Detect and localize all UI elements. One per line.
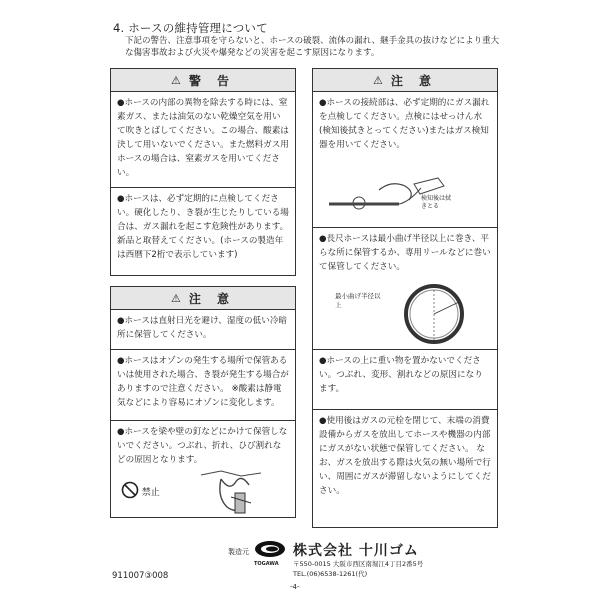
warning-header-label: 警 告 <box>188 73 236 88</box>
caution-item <box>313 227 497 349</box>
coiled-hose-illustration <box>401 282 467 346</box>
caution-right-text-3: ●ホースの上に重い物を置かないでください。つぶれ、変形、割れなどの原因になります。 <box>319 356 483 394</box>
caution-item <box>111 420 295 518</box>
caution-triangle-icon: ⚠ <box>170 291 181 305</box>
hose-hanging-illustration <box>191 467 281 519</box>
caution-header-left-label: 注 意 <box>188 291 236 306</box>
warning-triangle-icon: ⚠ <box>170 73 181 87</box>
fig-label-leak: 検知後は拭きとる <box>421 195 452 210</box>
logo-text: TOGAWA <box>254 561 279 567</box>
warning-text-2: ●ホースは、必ず定期的に点検してください。硬化したり、き裂が生じたりしている場合は、ガス漏れを起こす危険性があります。新品と取替えてください。(ホースの製造年は西暦下2桁で表示しています) <box>117 194 289 260</box>
caution-header-right <box>313 69 497 92</box>
caution-triangle-icon: ⚠ <box>372 73 383 87</box>
caution-box-left <box>110 286 296 518</box>
warning-box <box>110 68 296 276</box>
page-number: -4- <box>290 583 300 591</box>
caution-item <box>313 409 497 528</box>
warning-header <box>111 69 295 92</box>
caution-header-right-label: 注 意 <box>390 73 438 88</box>
caution-right-text-4: ●使用後はガスの元栓を閉じて、末端の消費設備からガスを放出してホースや機器の内部にガスがない状態で保管してください。 なお、ガスを放出する際は火気の無い場所で行い、周囲にガスが滞留しないようにしてください。 <box>319 416 491 496</box>
warning-item <box>111 187 295 276</box>
prohibit-label: 禁止 <box>141 488 160 498</box>
caution-item <box>111 310 295 349</box>
warning-text-1: ●ホースの内部の異物を除去する時には、窒素ガス、または油気のない乾燥空気を用いて吹きとばしてください。この場合、酸素は決して用いないでください。また燃料ガス用ホースの場合は、窒素ガスを用いてください。 <box>117 98 289 178</box>
document-code: 911007③008 <box>112 571 169 581</box>
caution-right-text-1: ●ホースの接続部は、必ず定期的にガス漏れを点検してください。点検にはせっけん水(検知後拭きとってください)またはガス検知器を用いてください。 <box>319 98 490 150</box>
prohibit-icon <box>121 481 139 499</box>
caution-left-text-2: ●ホースはオゾンの発生する場所で保管あるいは使用された場合、き裂が発生する場合がありますので注意ください。 ※酸素は静電気などにより容易にオゾンに変化します。 <box>117 356 289 408</box>
maker-label: 製造元 <box>228 548 249 556</box>
caution-item <box>313 349 497 409</box>
warning-item <box>111 92 295 187</box>
intro-text: 下記の警告、注意事項を守らないと、ホースの破裂、流体の漏れ、継手金具の抜けなどにより重大な傷害事故および火災や爆発などの災害を起こす原因になります。 <box>125 36 500 58</box>
caution-box-right <box>312 68 498 528</box>
caution-item <box>313 92 497 227</box>
caution-left-text-3: ●ホースを梁や壁の釘などにかけて保管しないでください。つぶれ、折れ、ひび割れなどの原因となります。 <box>117 427 288 465</box>
caution-right-text-2: ●長尺ホースは最小曲げ半径以上に巻き、平らな所に保管するか、専用リールなどに巻いて保管してください。 <box>319 234 491 272</box>
company-name: 株式会社 十川ゴム <box>293 543 419 559</box>
section-title: 4. ホースの維持管理について <box>113 21 268 35</box>
company-tel: TEL.(06)6538-1261(代) <box>293 570 368 578</box>
company-address: 〒550-0015 大阪市西区南堀江4丁目2番5号 <box>293 560 424 568</box>
caution-item <box>111 349 295 420</box>
prohibit-mark <box>121 481 160 504</box>
caution-header-left <box>111 287 295 310</box>
caution-left-text-1: ●ホースは直射日光を避け、湿度の低い冷暗所に保管してください。 <box>117 316 288 340</box>
fig-label-bend: 最小曲げ半径以上 <box>335 292 381 309</box>
